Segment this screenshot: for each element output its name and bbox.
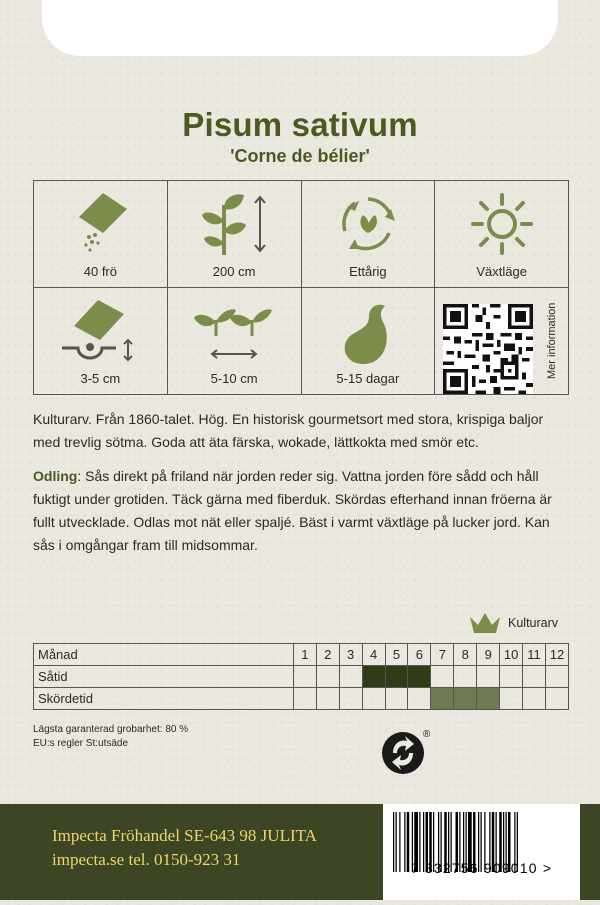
hang-tab-cutout bbox=[42, 0, 558, 56]
harvest-cell-3 bbox=[339, 688, 362, 710]
sowing-depth-icon bbox=[58, 296, 142, 368]
harvest-cell-2 bbox=[316, 688, 339, 710]
sowing-cell-7 bbox=[431, 666, 454, 688]
month-10: 10 bbox=[500, 644, 523, 666]
registered-mark: ® bbox=[423, 729, 431, 740]
harvest-cell-7 bbox=[431, 688, 454, 710]
heritage-badge bbox=[468, 611, 558, 635]
sowing-calendar bbox=[33, 643, 569, 710]
sowing-cell-12 bbox=[545, 666, 568, 688]
description-text: Kulturarv. Från 1860-talet. Hög. En historisk gourmetsort med stora, krispiga baljor med trevlig sötma. Goda att äta färska, wokade, lättkokta med smör etc. bbox=[33, 411, 544, 450]
month-7: 7 bbox=[431, 644, 454, 666]
more-info-label: Mer information bbox=[546, 302, 558, 380]
info-cell-height bbox=[168, 181, 302, 288]
sowing-cell-1 bbox=[293, 666, 316, 688]
info-cell-position bbox=[435, 181, 569, 288]
sowing-cell-8 bbox=[454, 666, 477, 688]
eu-rules-note: EU:s regler St:utsäde bbox=[33, 738, 129, 749]
harvest-cell-12 bbox=[545, 688, 568, 710]
depth-label: 3-5 cm bbox=[80, 371, 121, 386]
seed-count-label: 40 frö bbox=[83, 264, 117, 279]
harvest-cell-8 bbox=[454, 688, 477, 710]
annual-cycle-icon bbox=[333, 189, 403, 259]
info-icon-grid bbox=[33, 180, 569, 395]
month-11: 11 bbox=[523, 644, 546, 666]
month-6: 6 bbox=[408, 644, 431, 666]
plant-spacing-icon bbox=[192, 296, 276, 368]
calendar-row-harvest bbox=[34, 688, 569, 710]
month-header-label: Månad bbox=[34, 644, 294, 666]
month-12: 12 bbox=[545, 644, 568, 666]
cultivation-heading: Odling bbox=[33, 468, 78, 484]
germination-icon bbox=[333, 296, 403, 368]
harvest-cell-6 bbox=[408, 688, 431, 710]
cultivation-body: : Sås direkt på friland när jorden reder sig. Vattna jorden före sådd och håll fuktigt under grotiden. Täck gärna med fiberduk. Skördas efterhand innan fröerna är fullt utvecklade. Odlas mot nät eller spaljé. Bäst i varmt växtläge på lucker jord. Kan sås i omgångar fram till midsommar. bbox=[33, 468, 552, 553]
month-8: 8 bbox=[454, 644, 477, 666]
company-contact: impecta.se tel. 0150-923 31 bbox=[52, 850, 241, 869]
lifecycle-label: Ettårig bbox=[349, 264, 387, 279]
info-cell-qr[interactable] bbox=[435, 288, 569, 395]
variety-name: 'Corne de bélier' bbox=[230, 146, 370, 166]
info-cell-spacing bbox=[168, 288, 302, 395]
seed-packet-icon bbox=[65, 189, 135, 259]
harvest-cell-4 bbox=[362, 688, 385, 710]
month-3: 3 bbox=[339, 644, 362, 666]
sun-icon bbox=[467, 189, 537, 259]
crown-icon bbox=[468, 611, 502, 635]
month-2: 2 bbox=[316, 644, 339, 666]
height-label: 200 cm bbox=[212, 264, 256, 279]
sowing-cell-10 bbox=[500, 666, 523, 688]
sowing-cell-9 bbox=[477, 666, 500, 688]
month-4: 4 bbox=[362, 644, 385, 666]
harvest-cell-9 bbox=[477, 688, 500, 710]
germination-note: Lägsta garanterad grobarhet: 80 % bbox=[33, 724, 189, 735]
sowing-cell-3 bbox=[339, 666, 362, 688]
barcode-number: 7 332756 909010 > bbox=[410, 860, 553, 876]
info-cell-depth bbox=[34, 288, 168, 395]
harvest-cell-1 bbox=[293, 688, 316, 710]
info-cell-germination bbox=[302, 288, 436, 395]
info-cell-seed-count bbox=[34, 181, 168, 288]
page-title: Pisum sativum bbox=[182, 106, 418, 143]
barcode bbox=[383, 804, 580, 900]
harvest-time-label: Skördetid bbox=[34, 688, 294, 710]
green-dot-icon bbox=[381, 727, 437, 782]
calendar-row-sowing bbox=[34, 666, 569, 688]
sowing-cell-2 bbox=[316, 666, 339, 688]
sowing-cell-4 bbox=[362, 666, 385, 688]
plant-height-icon bbox=[194, 189, 274, 259]
spacing-label: 5-10 cm bbox=[210, 371, 258, 386]
sowing-cell-11 bbox=[523, 666, 546, 688]
heritage-badge-label: Kulturarv bbox=[508, 616, 559, 630]
harvest-cell-10 bbox=[500, 688, 523, 710]
qr-code-icon[interactable] bbox=[443, 296, 533, 386]
company-address: Impecta Fröhandel SE-643 98 JULITA bbox=[52, 826, 317, 845]
position-label: Växtläge bbox=[476, 264, 527, 279]
month-5: 5 bbox=[385, 644, 408, 666]
month-9: 9 bbox=[477, 644, 500, 666]
calendar-header-row bbox=[34, 644, 569, 666]
sowing-cell-6 bbox=[408, 666, 431, 688]
month-1: 1 bbox=[293, 644, 316, 666]
germination-label: 5-15 dagar bbox=[336, 371, 400, 386]
harvest-cell-11 bbox=[523, 688, 546, 710]
harvest-cell-5 bbox=[385, 688, 408, 710]
barcode-bars bbox=[383, 804, 580, 900]
info-cell-lifecycle bbox=[302, 181, 436, 288]
cultivation-text bbox=[33, 465, 573, 557]
sowing-time-label: Såtid bbox=[34, 666, 294, 688]
sowing-cell-5 bbox=[385, 666, 408, 688]
